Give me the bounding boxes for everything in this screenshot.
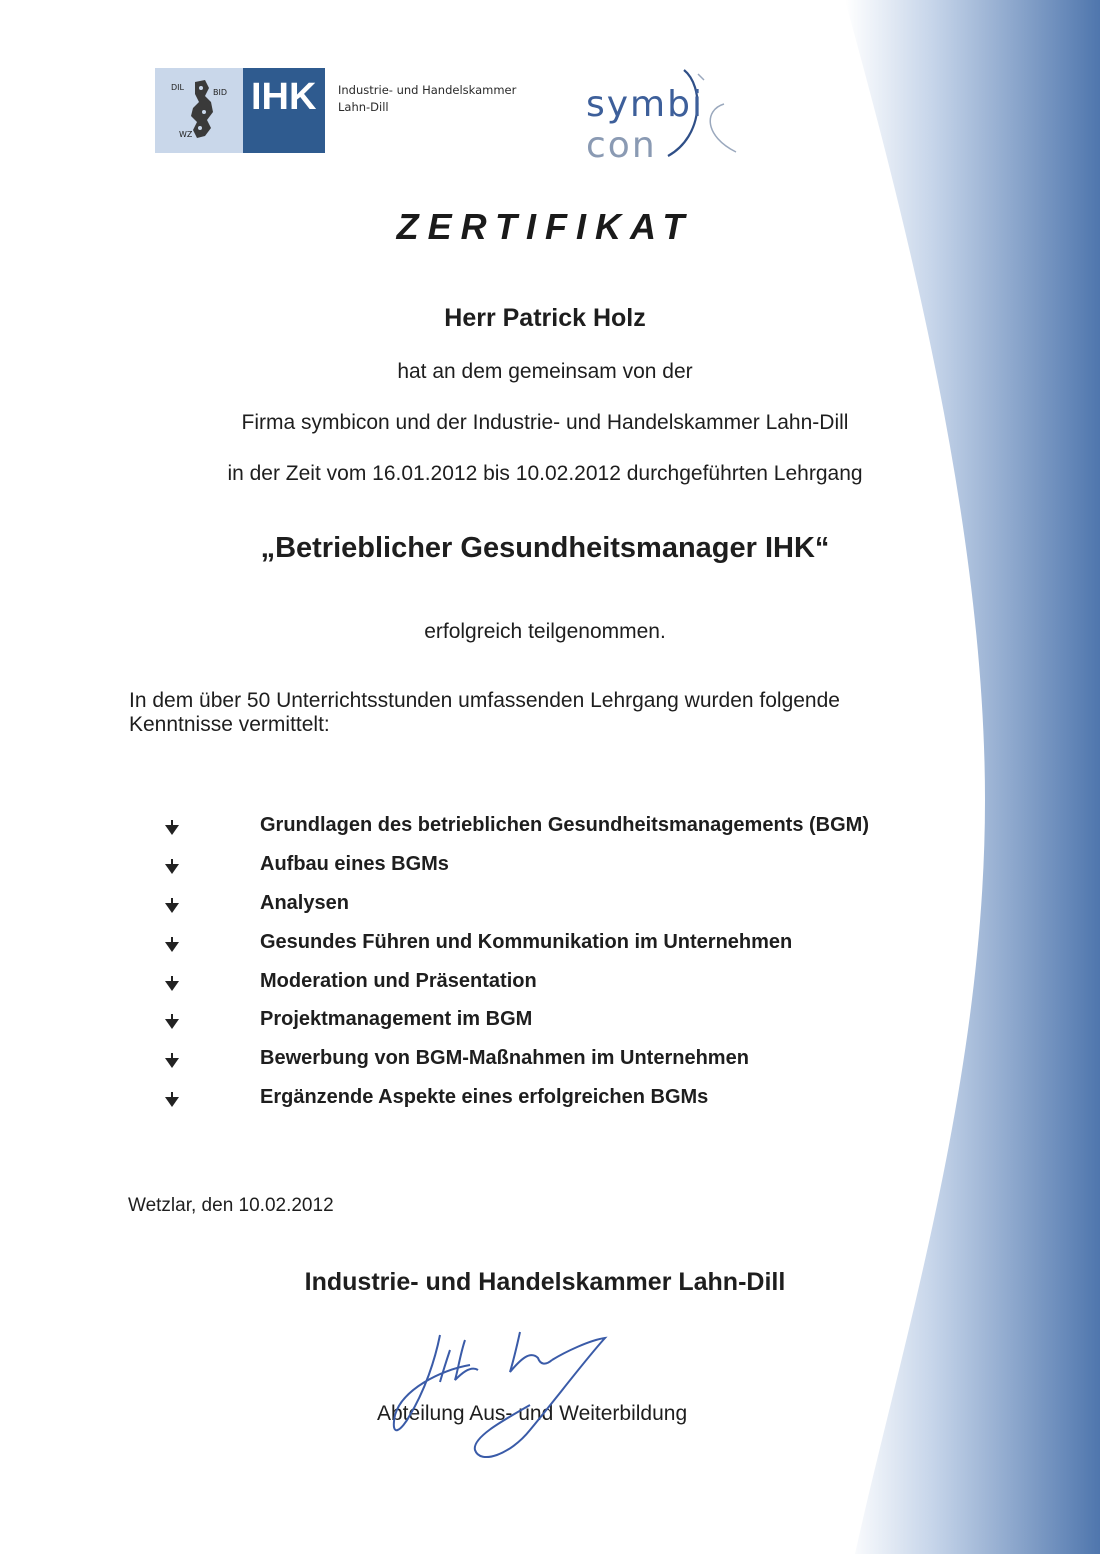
map-label-dil: DIL bbox=[171, 83, 184, 92]
certificate-title: ZERTIFIKAT bbox=[396, 206, 694, 247]
ihk-caption bbox=[338, 82, 516, 116]
topic-label: Analysen bbox=[260, 891, 349, 914]
arrow-down-icon bbox=[162, 1051, 182, 1071]
symbicon-logo bbox=[586, 66, 786, 166]
issuer-name: Industrie- und Handelskammer Lahn-Dill bbox=[304, 1268, 786, 1296]
topic-label: Projektmanagement im BGM bbox=[260, 1008, 533, 1031]
result-line: erfolgreich teilgenommen. bbox=[424, 620, 666, 643]
signature-icon bbox=[380, 1320, 620, 1470]
arrow-down-icon bbox=[162, 1090, 182, 1110]
ihk-letters: IHK bbox=[251, 76, 317, 118]
topic-label: Aufbau eines BGMs bbox=[260, 852, 449, 875]
symbicon-word-end: con bbox=[586, 125, 657, 166]
topic-label: Grundlagen des betrieblichen Gesundheitsmanagements (BGM) bbox=[260, 814, 869, 836]
list-item bbox=[160, 892, 920, 931]
list-item bbox=[160, 1086, 920, 1125]
lahn-dill-map-icon bbox=[155, 68, 243, 153]
participation-line-2: Firma symbicon und der Industrie- und Handelskammer Lahn-Dill bbox=[241, 411, 849, 434]
symbicon-word-start: symbi bbox=[586, 84, 704, 125]
list-item bbox=[160, 853, 920, 892]
topic-label: Gesundes Führen und Kommunikation im Unternehmen bbox=[260, 930, 793, 953]
participation-line-1: hat an dem gemeinsam von der bbox=[397, 360, 693, 383]
symbicon-word bbox=[586, 84, 786, 166]
topic-label: Ergänzende Aspekte eines erfolgreichen BGMs bbox=[260, 1086, 709, 1109]
intro-paragraph: In dem über 50 Unterrichtsstunden umfassenden Lehrgang wurden folgende Kenntnisse vermittelt: bbox=[129, 689, 840, 736]
topic-label: Bewerbung von BGM-Maßnahmen im Unternehmen bbox=[260, 1047, 749, 1070]
ihk-caption-line1: Industrie- und Handelskammer bbox=[338, 83, 517, 97]
list-item bbox=[160, 1008, 920, 1047]
ihk-caption-line2: Lahn-Dill bbox=[338, 100, 389, 114]
arrow-down-icon bbox=[162, 1012, 182, 1032]
map-label-wz: WZ bbox=[179, 130, 193, 139]
arrow-down-icon bbox=[162, 818, 182, 838]
participation-line-3: in der Zeit vom 16.01.2012 bis 10.02.2012 durchgeführten Lehrgang bbox=[227, 462, 863, 485]
course-title: „Betrieblicher Gesundheitsmanager IHK“ bbox=[260, 532, 830, 564]
recipient-name: Herr Patrick Holz bbox=[444, 304, 646, 332]
arrow-down-icon bbox=[162, 857, 182, 877]
list-item bbox=[160, 970, 920, 1009]
arrow-down-icon bbox=[162, 896, 182, 916]
arrow-down-icon bbox=[162, 935, 182, 955]
list-item bbox=[160, 1047, 920, 1086]
department-name: Abteilung Aus- und Weiterbildung bbox=[377, 1402, 688, 1425]
list-item bbox=[160, 814, 920, 853]
place-date: Wetzlar, den 10.02.2012 bbox=[128, 1195, 334, 1216]
arrow-down-icon bbox=[162, 974, 182, 994]
list-item bbox=[160, 931, 920, 970]
topic-list bbox=[160, 814, 920, 1125]
ihk-logo bbox=[155, 68, 325, 153]
map-label-bid: BID bbox=[213, 88, 228, 97]
topic-label: Moderation und Präsentation bbox=[260, 969, 537, 992]
